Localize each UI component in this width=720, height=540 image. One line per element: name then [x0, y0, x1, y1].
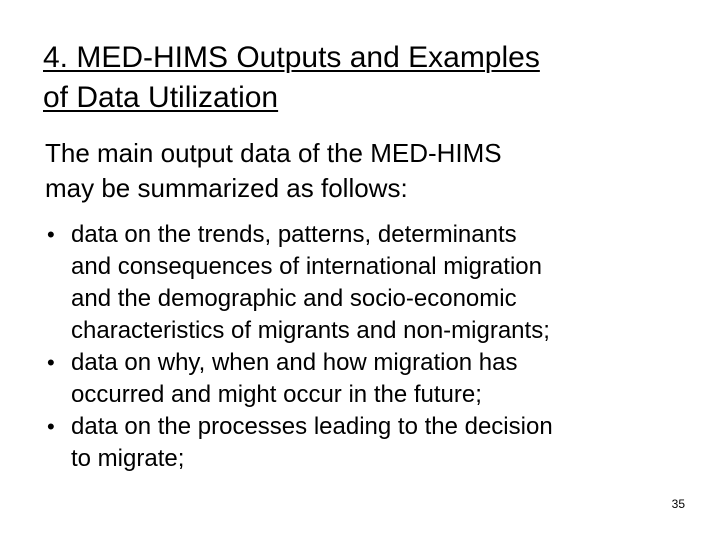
bullet-marker: •: [47, 414, 55, 439]
page-number: 35: [671, 497, 685, 511]
intro-text: The main output data of the MED-HIMS may be summarized as follows:: [45, 138, 502, 203]
slide-title: 4. MED-HIMS Outputs and Examples of Data Utilization: [43, 41, 540, 114]
bullet-text: data on why, when and how migration has occurred and might occur in the future;: [71, 349, 518, 408]
bullet-text: data on the trends, patterns, determinants and consequences of international migration and the demographic and socio-economic characteristics of migrants and non-migrants;: [71, 221, 550, 344]
list-item: [47, 219, 687, 347]
list-item: [47, 347, 687, 411]
list-item: [47, 411, 687, 475]
bullet-text: data on the processes leading to the decision to migrate;: [71, 413, 553, 472]
bullet-list: [47, 219, 687, 475]
bullet-marker: •: [47, 222, 55, 247]
bullet-marker: •: [47, 350, 55, 375]
